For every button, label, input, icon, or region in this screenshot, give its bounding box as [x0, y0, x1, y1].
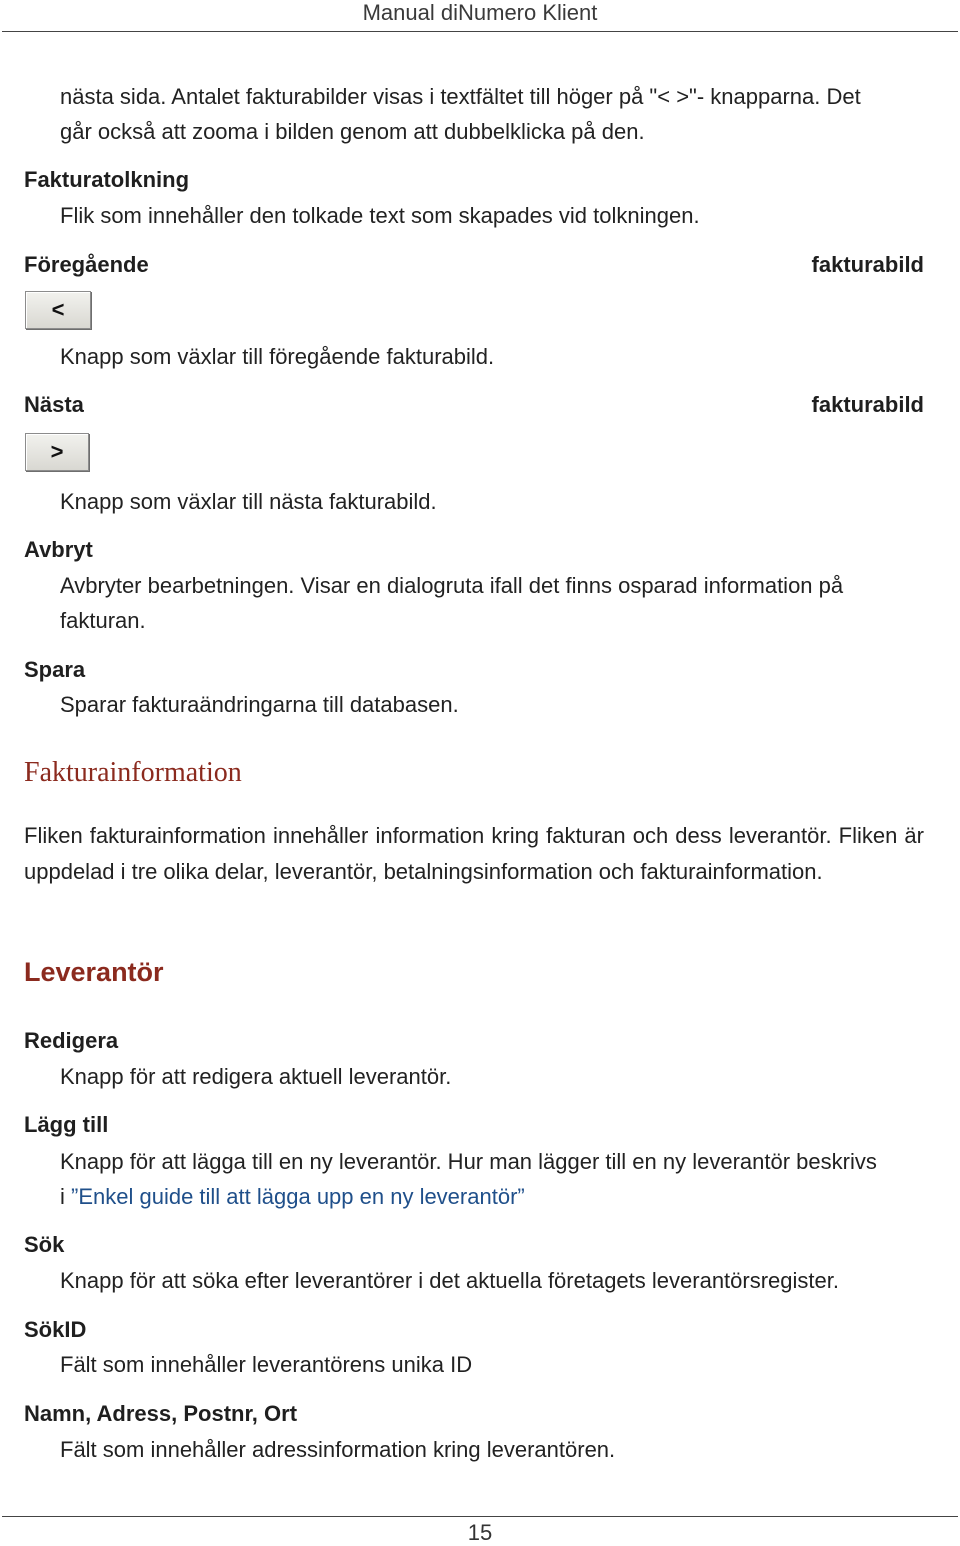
desc-sokid: Fält som innehåller leverantörens unika ID: [60, 1352, 473, 1377]
desc-spara: Sparar fakturaändringarna till databasen.: [60, 692, 459, 717]
paragraph-fakturainformation: Fliken fakturainformation innehåller information kring fakturan och dess leverantör. Fliken är uppdelad i tre olika delar, leverantör, betalningsinformation och fakturainformation.: [24, 823, 924, 884]
term-foregaende-right: fakturabild: [811, 252, 924, 277]
term-sokid: SökID: [24, 1317, 87, 1342]
desc-lagg-till-line-2: [60, 1184, 525, 1210]
term-fakturatolkning: Fakturatolkning: [24, 167, 190, 192]
term-namn-adress: Namn, Adress, Postnr, Ort: [24, 1401, 298, 1426]
desc-foregaende: Knapp som växlar till föregående fakturabild.: [60, 344, 495, 369]
term-spara: Spara: [24, 657, 86, 682]
chevron-left-icon: <: [51, 297, 65, 322]
term-sok: Sök: [24, 1232, 65, 1257]
desc-redigera: Knapp för att redigera aktuell leverantör.: [60, 1064, 452, 1089]
page-number: 15: [467, 1520, 493, 1545]
term-avbryt: Avbryt: [24, 537, 93, 562]
term-nasta-right: fakturabild: [811, 392, 924, 417]
term-nasta: Nästa: [24, 392, 84, 417]
term-lagg-till: Lägg till: [24, 1112, 109, 1137]
header-rule: [2, 31, 958, 32]
section-heading-fakturainformation: Fakturainformation: [24, 757, 242, 788]
term-redigera: Redigera: [24, 1028, 119, 1053]
sub-heading-leverantor: Leverantör: [24, 957, 164, 987]
footer-rule: [2, 1516, 958, 1517]
desc-fakturatolkning: Flik som innehåller den tolkade text som skapades vid tolkningen.: [60, 203, 700, 228]
desc-namn-adress: Fält som innehåller adressinformation kring leverantören.: [60, 1437, 616, 1462]
next-image-button[interactable]: [25, 433, 89, 471]
desc-nasta: Knapp som växlar till nästa fakturabild.: [60, 489, 437, 514]
term-foregaende: Föregående: [24, 252, 149, 277]
guide-link[interactable]: ”Enkel guide till att lägga upp en ny leverantör”: [71, 1184, 525, 1209]
document-header-title: Manual diNumero Klient: [362, 0, 598, 25]
intro-line-1: nästa sida. Antalet fakturabilder visas i textfältet till höger på "< >"- knapparna. Det: [60, 84, 861, 109]
chevron-right-icon: >: [50, 439, 64, 464]
desc-avbryt-line-2: fakturan.: [60, 608, 146, 633]
previous-image-button[interactable]: [25, 291, 91, 329]
desc-avbryt-line-1: Avbryter bearbetningen. Visar en dialogruta ifall det finns osparad information på: [60, 573, 844, 598]
desc-lagg-till-line-1: Knapp för att lägga till en ny leverantör. Hur man lägger till en ny leverantör beskrivs: [60, 1149, 877, 1174]
intro-line-2: går också att zooma i bilden genom att dubbelklicka på den.: [60, 119, 645, 144]
desc-lagg-till-prefix: i: [60, 1184, 71, 1209]
desc-sok: Knapp för att söka efter leverantörer i det aktuella företagets leverantörsregister.: [60, 1268, 839, 1293]
